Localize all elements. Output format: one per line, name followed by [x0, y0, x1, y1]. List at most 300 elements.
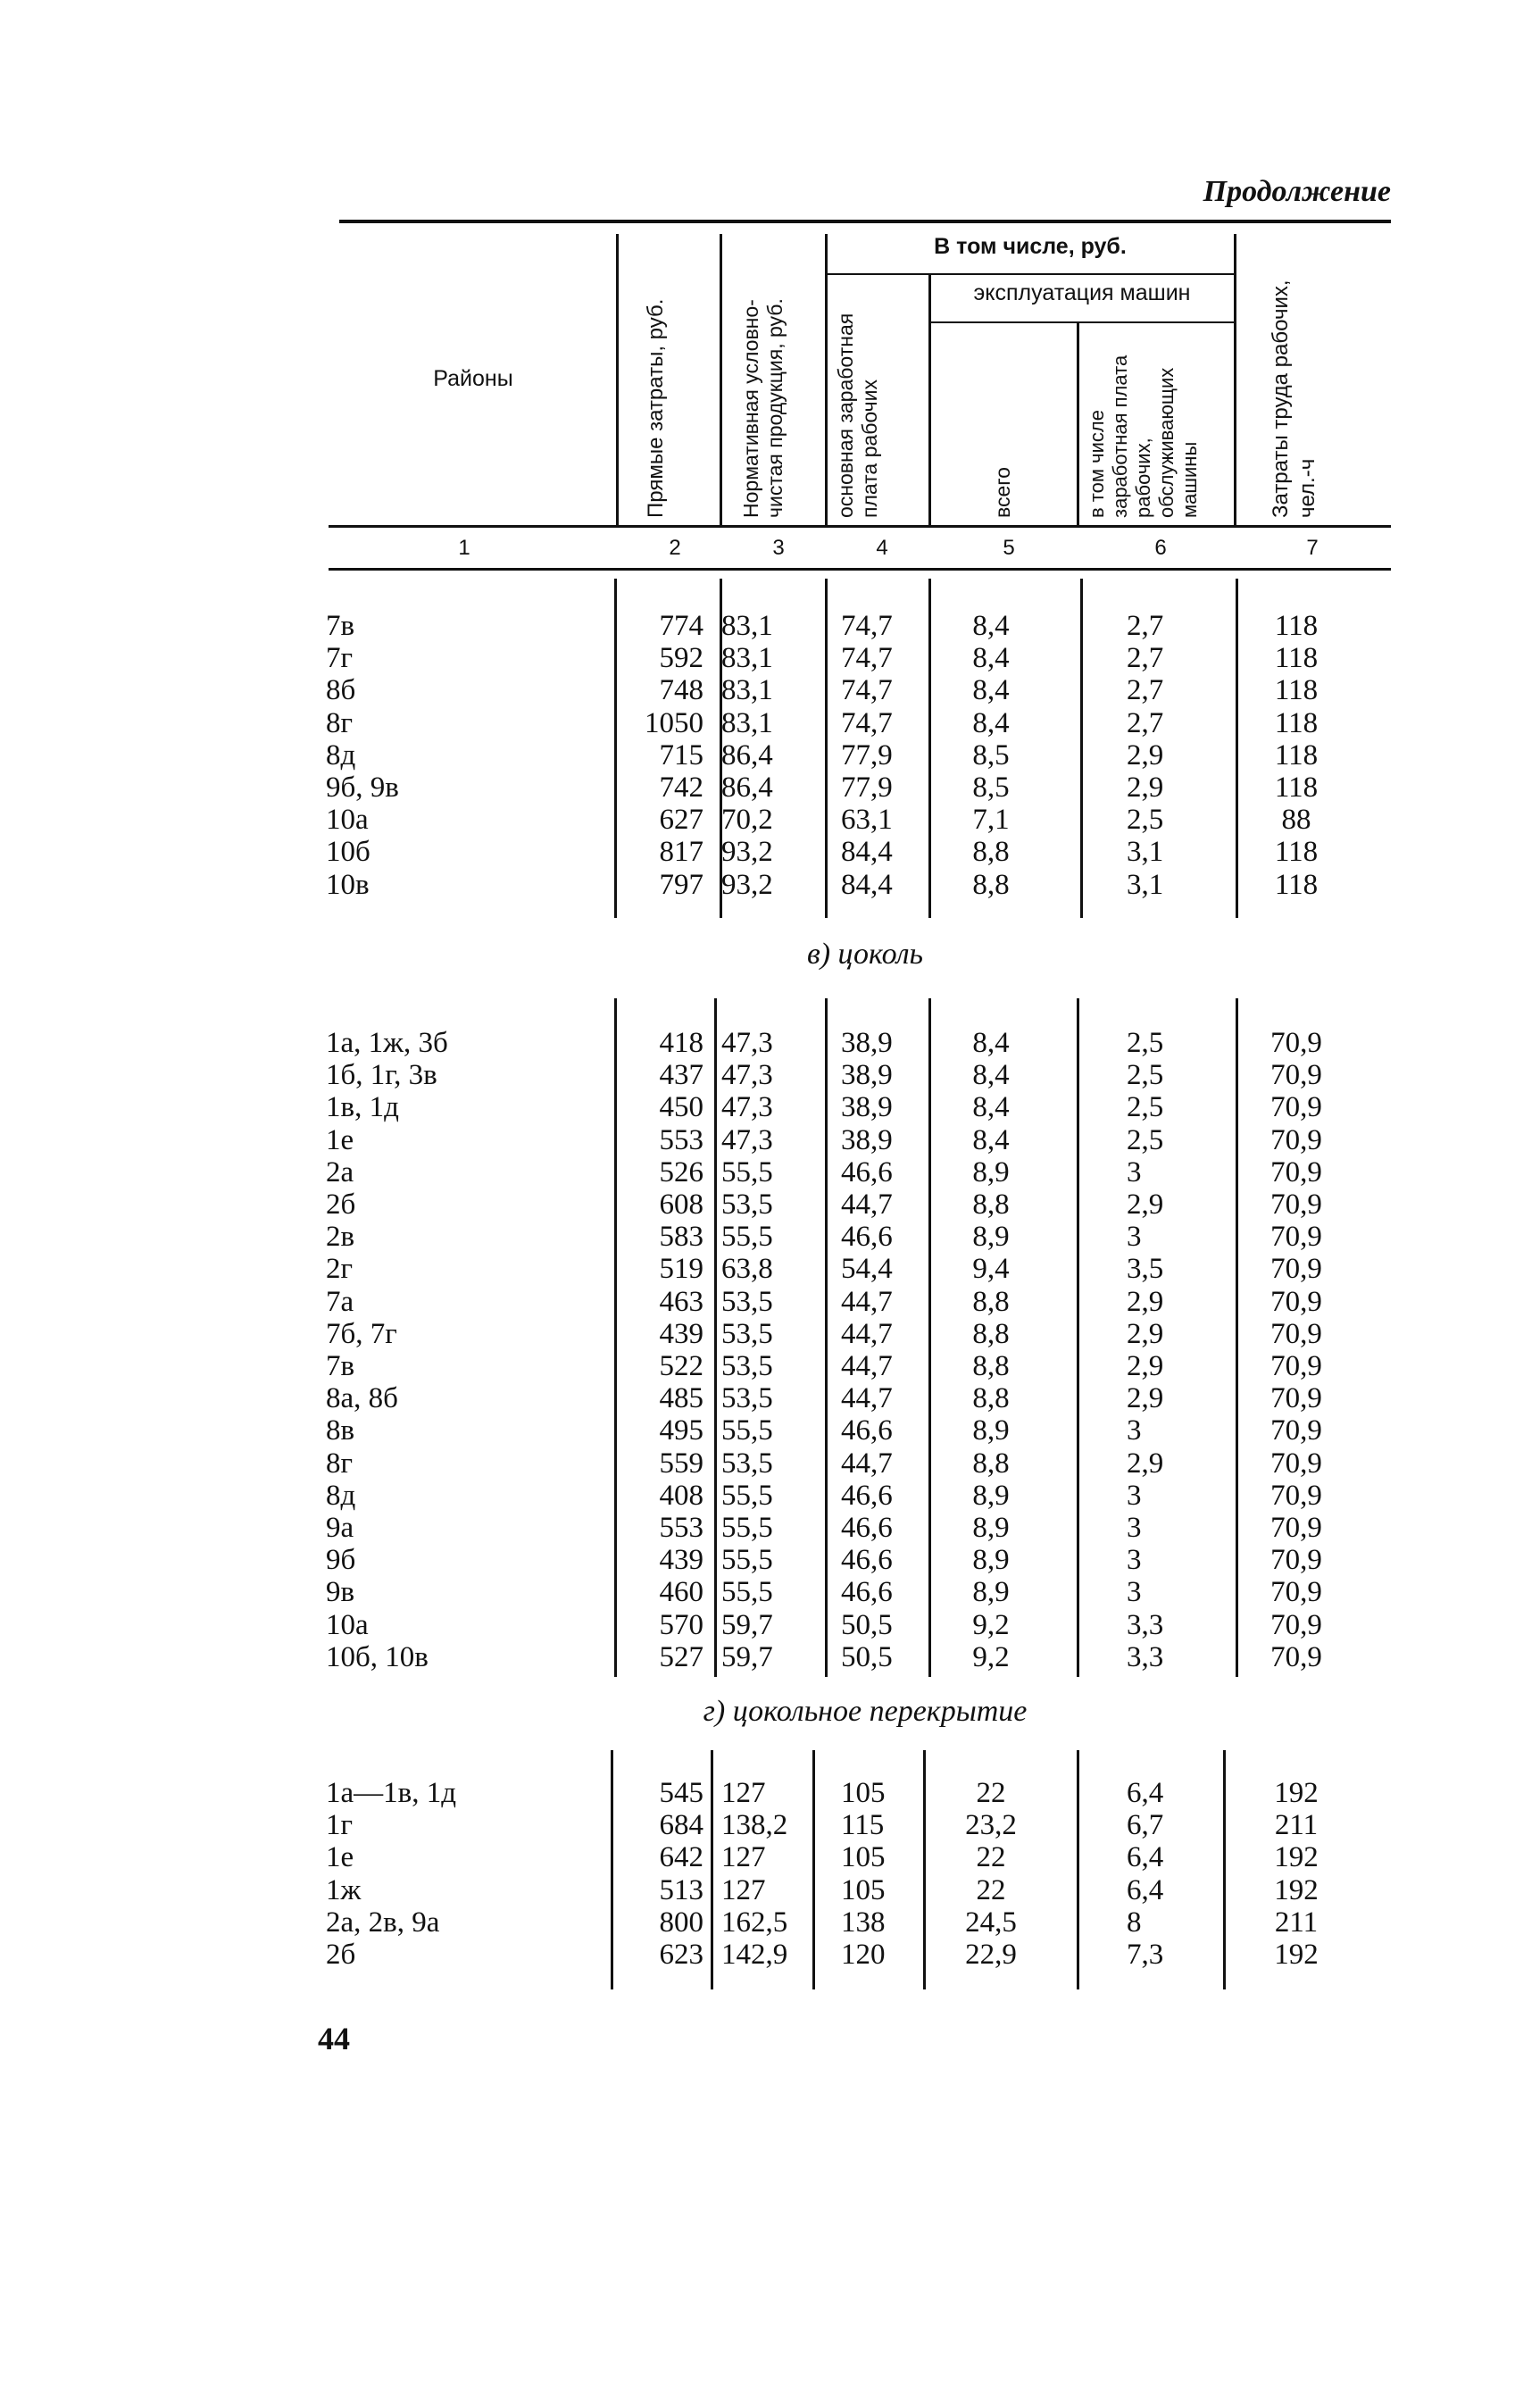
table-row [0, 1188, 1540, 1221]
base-wage-cell: 54,4 [841, 1253, 893, 1286]
normative-product-cell: 127 [721, 1777, 766, 1809]
district-cell: 1ж [326, 1873, 362, 1906]
normative-product-cell: 162,5 [721, 1906, 788, 1939]
district-cell: 7в [326, 610, 355, 642]
direct-cost-cell: 519 [659, 1253, 703, 1286]
machine-wage-cell: 8 [1127, 1906, 1142, 1939]
base-wage-cell: 46,6 [841, 1414, 893, 1447]
labor-cell: 70,9 [1270, 1447, 1322, 1480]
district-cell: 8г [326, 706, 354, 739]
direct-cost-cell: 439 [659, 1317, 703, 1350]
normative-product-cell: 55,5 [721, 1479, 773, 1512]
table-row [0, 707, 1540, 739]
direct-cost-cell: 592 [659, 642, 703, 675]
machine-total-cell: 9,2 [972, 1608, 1010, 1641]
labor-cell: 70,9 [1270, 1027, 1322, 1059]
table-row [0, 1777, 1540, 1809]
base-wage-cell: 44,7 [841, 1447, 893, 1480]
machine-total-cell: 8,4 [972, 1123, 1010, 1156]
table-row [0, 1906, 1540, 1939]
machine-total-cell: 8,8 [972, 836, 1010, 869]
normative-product-cell: 83,1 [721, 706, 773, 739]
base-wage-cell: 74,7 [841, 706, 893, 739]
base-wage-cell: 74,7 [841, 610, 893, 642]
table-row [0, 1874, 1540, 1906]
header-divider [1234, 234, 1236, 525]
normative-product-cell: 55,5 [721, 1512, 773, 1544]
labor-cell: 70,9 [1270, 1123, 1322, 1156]
base-wage-cell: 46,6 [841, 1544, 893, 1577]
table-row [0, 1576, 1540, 1608]
labor-cell: 70,9 [1270, 1576, 1322, 1609]
base-wage-cell: 115 [841, 1809, 885, 1842]
continuation-label: Продолжение [1203, 175, 1391, 208]
machine-total-cell: 8,4 [972, 674, 1010, 707]
labor-cell: 192 [1274, 1939, 1319, 1971]
header-rule [329, 568, 1391, 571]
machine-wage-cell: 2,9 [1127, 771, 1164, 804]
table-row [0, 1414, 1540, 1447]
machine-wage-cell: 3 [1127, 1414, 1142, 1447]
labor-cell: 70,9 [1270, 1414, 1322, 1447]
machine-total-cell: 8,8 [972, 1447, 1010, 1480]
machine-total-cell: 22,9 [965, 1939, 1017, 1971]
column-number: 4 [876, 536, 888, 560]
labor-cell: 70,9 [1270, 1317, 1322, 1350]
table-row [0, 610, 1540, 642]
table-row [0, 1512, 1540, 1544]
machine-total-cell: 22 [976, 1873, 1006, 1906]
direct-cost-cell: 800 [659, 1906, 703, 1939]
table-row [0, 1156, 1540, 1188]
header-rule [825, 273, 1236, 275]
labor-cell: 70,9 [1270, 1479, 1322, 1512]
table-row [0, 739, 1540, 771]
normative-product-cell: 47,3 [721, 1027, 773, 1059]
header-including: В том числе, руб. [934, 234, 1127, 259]
base-wage-cell: 105 [841, 1777, 886, 1809]
base-wage-cell: 105 [841, 1873, 886, 1906]
header-divider [825, 234, 828, 525]
base-wage-cell: 44,7 [841, 1285, 893, 1318]
district-cell: 8д [326, 1479, 356, 1512]
machine-total-cell: 8,9 [972, 1576, 1010, 1609]
district-cell: 2а, 2в, 9а [326, 1906, 440, 1939]
section-title-plinth: в) цоколь [806, 938, 924, 971]
labor-cell: 70,9 [1270, 1091, 1322, 1124]
labor-cell: 70,9 [1270, 1221, 1322, 1254]
table-row [0, 1350, 1540, 1382]
direct-cost-cell: 627 [659, 804, 703, 837]
district-cell: 8г [326, 1447, 354, 1480]
direct-cost-cell: 418 [659, 1027, 703, 1059]
labor-cell: 70,9 [1270, 1059, 1322, 1092]
table-row [0, 1059, 1540, 1091]
direct-cost-cell: 522 [659, 1350, 703, 1382]
labor-cell: 70,9 [1270, 1544, 1322, 1577]
base-wage-cell: 46,6 [841, 1576, 893, 1609]
machine-total-cell: 23,2 [965, 1809, 1017, 1842]
table-row [0, 1841, 1540, 1873]
table-row [0, 1318, 1540, 1350]
machine-wage-cell: 3 [1127, 1544, 1142, 1577]
district-cell: 1г [326, 1809, 354, 1842]
normative-product-cell: 83,1 [721, 642, 773, 675]
labor-cell: 192 [1274, 1841, 1319, 1874]
machine-wage-cell: 2,7 [1127, 674, 1164, 707]
machine-total-cell: 8,9 [972, 1479, 1010, 1512]
direct-cost-cell: 527 [659, 1640, 703, 1673]
machine-wage-cell: 3 [1127, 1479, 1142, 1512]
machine-wage-cell: 3,1 [1127, 868, 1164, 901]
district-cell: 10б, 10в [326, 1640, 429, 1673]
normative-product-cell: 86,4 [721, 771, 773, 804]
labor-cell: 70,9 [1270, 1382, 1322, 1415]
machine-wage-cell: 3,5 [1127, 1253, 1164, 1286]
table-row [0, 642, 1540, 674]
machine-wage-cell: 2,5 [1127, 1027, 1164, 1059]
direct-cost-cell: 797 [659, 868, 703, 901]
direct-cost-cell: 545 [659, 1777, 703, 1809]
normative-product-cell: 59,7 [721, 1640, 773, 1673]
labor-cell: 118 [1274, 771, 1319, 804]
machine-wage-cell: 2,9 [1127, 1447, 1164, 1480]
normative-product-cell: 55,5 [721, 1576, 773, 1609]
header-labor: Затраты труда рабочих, чел.-ч [1269, 279, 1319, 518]
labor-cell: 192 [1274, 1777, 1319, 1809]
base-wage-cell: 38,9 [841, 1027, 893, 1059]
machine-wage-cell: 7,3 [1127, 1939, 1164, 1971]
machine-total-cell: 22 [976, 1841, 1006, 1874]
table-row [0, 1382, 1540, 1414]
labor-cell: 118 [1274, 642, 1319, 675]
machine-total-cell: 8,8 [972, 1285, 1010, 1318]
machine-wage-cell: 2,5 [1127, 1059, 1164, 1092]
direct-cost-cell: 623 [659, 1939, 703, 1971]
header-divider [928, 275, 931, 525]
normative-product-cell: 55,5 [721, 1544, 773, 1577]
machine-wage-cell: 2,9 [1127, 1285, 1164, 1318]
direct-cost-cell: 1050 [645, 706, 703, 739]
table-row [0, 771, 1540, 804]
header-rule [329, 525, 1391, 528]
base-wage-cell: 44,7 [841, 1188, 893, 1221]
direct-cost-cell: 570 [659, 1608, 703, 1641]
machine-wage-cell: 3 [1127, 1221, 1142, 1254]
direct-cost-cell: 684 [659, 1809, 703, 1842]
table-row [0, 1544, 1540, 1576]
direct-cost-cell: 485 [659, 1382, 703, 1415]
labor-cell: 70,9 [1270, 1608, 1322, 1641]
normative-product-cell: 59,7 [721, 1608, 773, 1641]
district-cell: 10а [326, 1608, 369, 1641]
labor-cell: 118 [1274, 868, 1319, 901]
normative-product-cell: 93,2 [721, 836, 773, 869]
labor-cell: 70,9 [1270, 1188, 1322, 1221]
normative-product-cell: 47,3 [721, 1123, 773, 1156]
machine-wage-cell: 2,5 [1127, 1123, 1164, 1156]
machine-total-cell: 8,4 [972, 1059, 1010, 1092]
table-row [0, 1480, 1540, 1512]
header-divider [616, 234, 619, 525]
machine-total-cell: 8,9 [972, 1512, 1010, 1544]
machine-wage-cell: 6,4 [1127, 1777, 1164, 1809]
page-number: 44 [318, 2021, 350, 2056]
table-row [0, 1447, 1540, 1480]
district-cell: 8б [326, 674, 356, 707]
base-wage-cell: 46,6 [841, 1479, 893, 1512]
district-cell: 2г [326, 1253, 354, 1286]
header-machine-wage: в том числе заработная плата рабочих, обслуживающих машины [1086, 354, 1201, 518]
machine-total-cell: 7,1 [972, 804, 1010, 837]
base-wage-cell: 77,9 [841, 771, 893, 804]
base-wage-cell: 38,9 [841, 1123, 893, 1156]
header-base-wage: основная заработная плата рабочих [834, 313, 881, 518]
machine-wage-cell: 2,7 [1127, 610, 1164, 642]
direct-cost-cell: 463 [659, 1285, 703, 1318]
header-total: всего [991, 467, 1014, 518]
district-cell: 7г [326, 642, 354, 675]
district-cell: 2а [326, 1155, 354, 1188]
base-wage-cell: 46,6 [841, 1512, 893, 1544]
machine-wage-cell: 2,9 [1127, 1350, 1164, 1382]
table-row [0, 1286, 1540, 1318]
machine-total-cell: 8,4 [972, 706, 1010, 739]
district-cell: 8д [326, 738, 356, 771]
base-wage-cell: 46,6 [841, 1221, 893, 1254]
district-cell: 1в, 1д [326, 1091, 399, 1124]
machine-wage-cell: 2,7 [1127, 706, 1164, 739]
table-row [0, 674, 1540, 706]
labor-cell: 70,9 [1270, 1155, 1322, 1188]
district-cell: 7в [326, 1350, 355, 1382]
machine-wage-cell: 3 [1127, 1576, 1142, 1609]
district-cell: 2б [326, 1939, 356, 1971]
table-row [0, 1809, 1540, 1841]
normative-product-cell: 47,3 [721, 1059, 773, 1092]
normative-product-cell: 53,5 [721, 1188, 773, 1221]
direct-cost-cell: 748 [659, 674, 703, 707]
labor-cell: 70,9 [1270, 1512, 1322, 1544]
district-cell: 1е [326, 1123, 354, 1156]
direct-cost-cell: 408 [659, 1479, 703, 1512]
normative-product-cell: 53,5 [721, 1317, 773, 1350]
machine-total-cell: 8,8 [972, 1188, 1010, 1221]
normative-product-cell: 55,5 [721, 1155, 773, 1188]
direct-cost-cell: 608 [659, 1188, 703, 1221]
base-wage-cell: 38,9 [841, 1091, 893, 1124]
machine-total-cell: 8,9 [972, 1155, 1010, 1188]
machine-total-cell: 8,9 [972, 1221, 1010, 1254]
base-wage-cell: 44,7 [841, 1317, 893, 1350]
machine-wage-cell: 6,4 [1127, 1841, 1164, 1874]
normative-product-cell: 55,5 [721, 1221, 773, 1254]
base-wage-cell: 84,4 [841, 836, 893, 869]
district-cell: 2б [326, 1188, 356, 1221]
district-cell: 2в [326, 1221, 355, 1254]
direct-cost-cell: 742 [659, 771, 703, 804]
header-direct-costs: Прямые затраты, руб. [644, 298, 668, 518]
machine-wage-cell: 3,1 [1127, 836, 1164, 869]
district-cell: 9б [326, 1544, 356, 1577]
labor-cell: 118 [1274, 674, 1319, 707]
column-number: 7 [1306, 536, 1319, 560]
normative-product-cell: 53,5 [721, 1447, 773, 1480]
table-row [0, 869, 1540, 901]
machine-wage-cell: 6,4 [1127, 1873, 1164, 1906]
column-number: 6 [1154, 536, 1167, 560]
labor-cell: 70,9 [1270, 1640, 1322, 1673]
direct-cost-cell: 715 [659, 738, 703, 771]
table-row [0, 1221, 1540, 1253]
machine-total-cell: 8,4 [972, 1027, 1010, 1059]
machine-total-cell: 8,5 [972, 738, 1010, 771]
table-row [0, 1027, 1540, 1059]
column-number: 3 [772, 536, 785, 560]
direct-cost-cell: 559 [659, 1447, 703, 1480]
header-divider [1077, 323, 1079, 525]
direct-cost-cell: 526 [659, 1155, 703, 1188]
labor-cell: 118 [1274, 836, 1319, 869]
base-wage-cell: 105 [841, 1841, 886, 1874]
labor-cell: 192 [1274, 1873, 1319, 1906]
labor-cell: 118 [1274, 706, 1319, 739]
machine-wage-cell: 2,7 [1127, 642, 1164, 675]
direct-cost-cell: 553 [659, 1123, 703, 1156]
base-wage-cell: 44,7 [841, 1350, 893, 1382]
direct-cost-cell: 495 [659, 1414, 703, 1447]
labor-cell: 88 [1281, 804, 1311, 837]
table-row [0, 1939, 1540, 1971]
normative-product-cell: 142,9 [721, 1939, 788, 1971]
machine-wage-cell: 2,5 [1127, 1091, 1164, 1124]
column-number: 2 [669, 536, 681, 560]
table-row [0, 1641, 1540, 1673]
base-wage-cell: 50,5 [841, 1608, 893, 1641]
normative-product-cell: 63,8 [721, 1253, 773, 1286]
header-rule [928, 321, 1236, 323]
district-cell: 7а [326, 1285, 354, 1318]
column-number: 1 [458, 536, 470, 560]
machine-total-cell: 8,4 [972, 642, 1010, 675]
normative-product-cell: 127 [721, 1841, 766, 1874]
labor-cell: 118 [1274, 610, 1319, 642]
top-rule [339, 220, 1391, 223]
machine-total-cell: 22 [976, 1777, 1006, 1809]
normative-product-cell: 127 [721, 1873, 766, 1906]
normative-product-cell: 55,5 [721, 1414, 773, 1447]
header-districts: Районы [433, 366, 513, 391]
table-row [0, 1253, 1540, 1285]
header-machine-operation: эксплуатация машин [973, 280, 1191, 305]
base-wage-cell: 46,6 [841, 1155, 893, 1188]
direct-cost-cell: 817 [659, 836, 703, 869]
district-cell: 1е [326, 1841, 354, 1874]
normative-product-cell: 70,2 [721, 804, 773, 837]
machine-wage-cell: 3,3 [1127, 1608, 1164, 1641]
normative-product-cell: 93,2 [721, 868, 773, 901]
direct-cost-cell: 513 [659, 1873, 703, 1906]
machine-wage-cell: 6,7 [1127, 1809, 1164, 1842]
district-cell: 10а [326, 804, 369, 837]
machine-wage-cell: 2,9 [1127, 738, 1164, 771]
base-wage-cell: 74,7 [841, 642, 893, 675]
labor-cell: 70,9 [1270, 1285, 1322, 1318]
base-wage-cell: 50,5 [841, 1640, 893, 1673]
machine-total-cell: 24,5 [965, 1906, 1017, 1939]
machine-total-cell: 8,5 [972, 771, 1010, 804]
base-wage-cell: 77,9 [841, 738, 893, 771]
district-cell: 8в [326, 1414, 355, 1447]
district-cell: 1а—1в, 1д [326, 1777, 457, 1809]
machine-total-cell: 8,9 [972, 1414, 1010, 1447]
labor-cell: 211 [1274, 1906, 1319, 1939]
machine-total-cell: 8,8 [972, 1382, 1010, 1415]
labor-cell: 211 [1274, 1809, 1319, 1842]
base-wage-cell: 74,7 [841, 674, 893, 707]
base-wage-cell: 44,7 [841, 1382, 893, 1415]
normative-product-cell: 53,5 [721, 1285, 773, 1318]
base-wage-cell: 63,1 [841, 804, 893, 837]
district-cell: 10б [326, 836, 370, 869]
machine-wage-cell: 3 [1127, 1512, 1142, 1544]
machine-total-cell: 9,4 [972, 1253, 1010, 1286]
base-wage-cell: 138 [841, 1906, 886, 1939]
base-wage-cell: 84,4 [841, 868, 893, 901]
machine-total-cell: 8,8 [972, 1350, 1010, 1382]
district-cell: 1б, 1г, 3в [326, 1059, 437, 1092]
direct-cost-cell: 642 [659, 1841, 703, 1874]
normative-product-cell: 138,2 [721, 1809, 788, 1842]
header-divider [720, 234, 722, 525]
machine-total-cell: 8,8 [972, 868, 1010, 901]
header-normative-product: Нормативная условно-чистая продукция, руб. [739, 298, 787, 518]
district-cell: 7б, 7г [326, 1317, 397, 1350]
direct-cost-cell: 583 [659, 1221, 703, 1254]
table-row [0, 836, 1540, 868]
district-cell: 1а, 1ж, 3б [326, 1027, 448, 1059]
machine-wage-cell: 3,3 [1127, 1640, 1164, 1673]
table-row [0, 1609, 1540, 1641]
normative-product-cell: 83,1 [721, 674, 773, 707]
normative-product-cell: 86,4 [721, 738, 773, 771]
table-row [0, 1091, 1540, 1123]
district-cell: 9а [326, 1512, 354, 1544]
district-cell: 9б, 9в [326, 771, 399, 804]
direct-cost-cell: 439 [659, 1544, 703, 1577]
normative-product-cell: 83,1 [721, 610, 773, 642]
machine-wage-cell: 2,9 [1127, 1188, 1164, 1221]
table-row [0, 804, 1540, 836]
machine-total-cell: 8,4 [972, 610, 1010, 642]
labor-cell: 70,9 [1270, 1350, 1322, 1382]
normative-product-cell: 47,3 [721, 1091, 773, 1124]
labor-cell: 118 [1274, 738, 1319, 771]
direct-cost-cell: 460 [659, 1576, 703, 1609]
table-row [0, 1124, 1540, 1156]
column-number: 5 [1003, 536, 1015, 560]
district-cell: 9в [326, 1576, 355, 1609]
machine-wage-cell: 2,9 [1127, 1317, 1164, 1350]
section-title-plinth-floor: г) цокольное перекрытие [703, 1695, 1028, 1728]
normative-product-cell: 53,5 [721, 1382, 773, 1415]
district-cell: 10в [326, 868, 370, 901]
labor-cell: 70,9 [1270, 1253, 1322, 1286]
machine-wage-cell: 2,9 [1127, 1382, 1164, 1415]
direct-cost-cell: 450 [659, 1091, 703, 1124]
normative-product-cell: 53,5 [721, 1350, 773, 1382]
machine-wage-cell: 3 [1127, 1155, 1142, 1188]
